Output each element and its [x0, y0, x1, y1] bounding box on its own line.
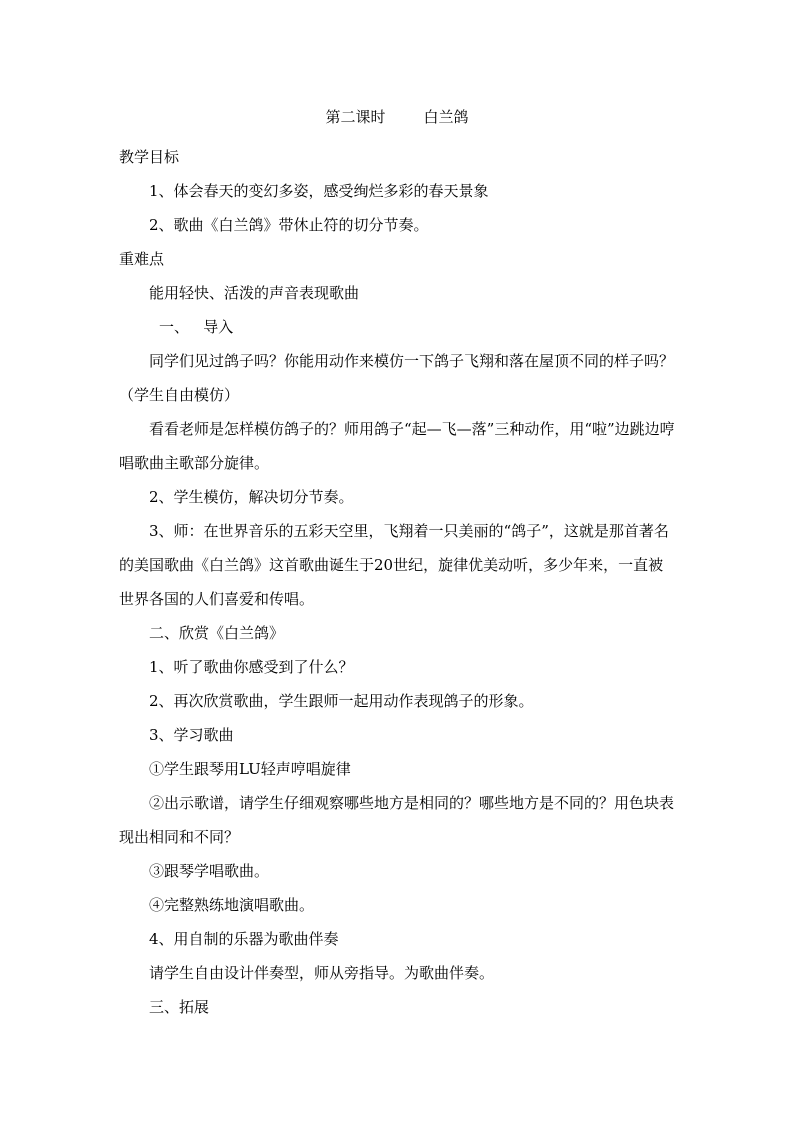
title-lesson: 第二课时 — [325, 108, 386, 126]
appreciation-item-3: 3、学习歌曲 — [149, 726, 234, 744]
intro-paragraph-2: 看看老师是怎样模仿鸽子的？师用鸽子“起—飞—落”三种动作，用“啦”边跳边哼唱歌曲主歌部分旋律。 — [119, 420, 675, 472]
section-heading-intro: 一、 导入 — [159, 318, 234, 336]
appreciation-item-4: 4、用自制的乐器为歌曲伴奏 — [149, 930, 339, 948]
intro-paragraph-1: 同学们见过鸽子吗？你能用动作来模仿一下鸽子飞翔和落在屋顶不同的样子吗？（学生自由模仿） — [119, 352, 675, 404]
section-heading-appreciation: 二、欣赏《白兰鸽》 — [149, 624, 285, 642]
difficulty-heading: 重难点 — [119, 250, 165, 268]
appreciation-step-b: ②出示歌谱，请学生仔细观察哪些地方是相同的？哪些地方是不同的？用色块表现出相同和不同？ — [119, 794, 675, 846]
goal-item-2: 2、歌曲《白兰鸽》带休止符的切分节奏。 — [149, 216, 429, 234]
intro-item-3: 3、师：在世界音乐的五彩天空里，飞翔着一只美丽的“鸽子”，这就是那首著名的美国歌曲《白兰鸽》这首歌曲诞生于20世纪，旋律优美动听，多少年来，一直被世界各国的人们喜爱和传唱。 — [119, 522, 669, 608]
appreciation-step-c: ③跟琴学唱歌曲。 — [149, 862, 270, 880]
difficulty-text: 能用轻快、活泼的声音表现歌曲 — [149, 284, 360, 302]
page-title — [0, 106, 794, 128]
goal-item-1: 1、体会春天的变幻多姿，感受绚烂多彩的春天景象 — [149, 182, 489, 200]
section-heading-extension: 三、拓展 — [149, 998, 210, 1016]
document-body — [119, 140, 675, 1024]
appreciation-item-4-detail: 请学生自由设计伴奏型，师从旁指导。为歌曲伴奏。 — [149, 964, 495, 982]
intro-item-2: 2、学生模仿，解决切分节奏。 — [149, 488, 354, 506]
appreciation-step-a: ①学生跟琴用LU轻声哼唱旋律 — [149, 760, 351, 778]
appreciation-step-d: ④完整熟练地演唱歌曲。 — [149, 896, 315, 914]
appreciation-item-2: 2、再次欣赏歌曲，学生跟师一起用动作表现鸽子的形象。 — [149, 692, 534, 710]
appreciation-item-1: 1、听了歌曲你感受到了什么？ — [149, 658, 354, 676]
goals-heading: 教学目标 — [119, 148, 180, 166]
title-song: 白兰鸽 — [423, 108, 469, 126]
